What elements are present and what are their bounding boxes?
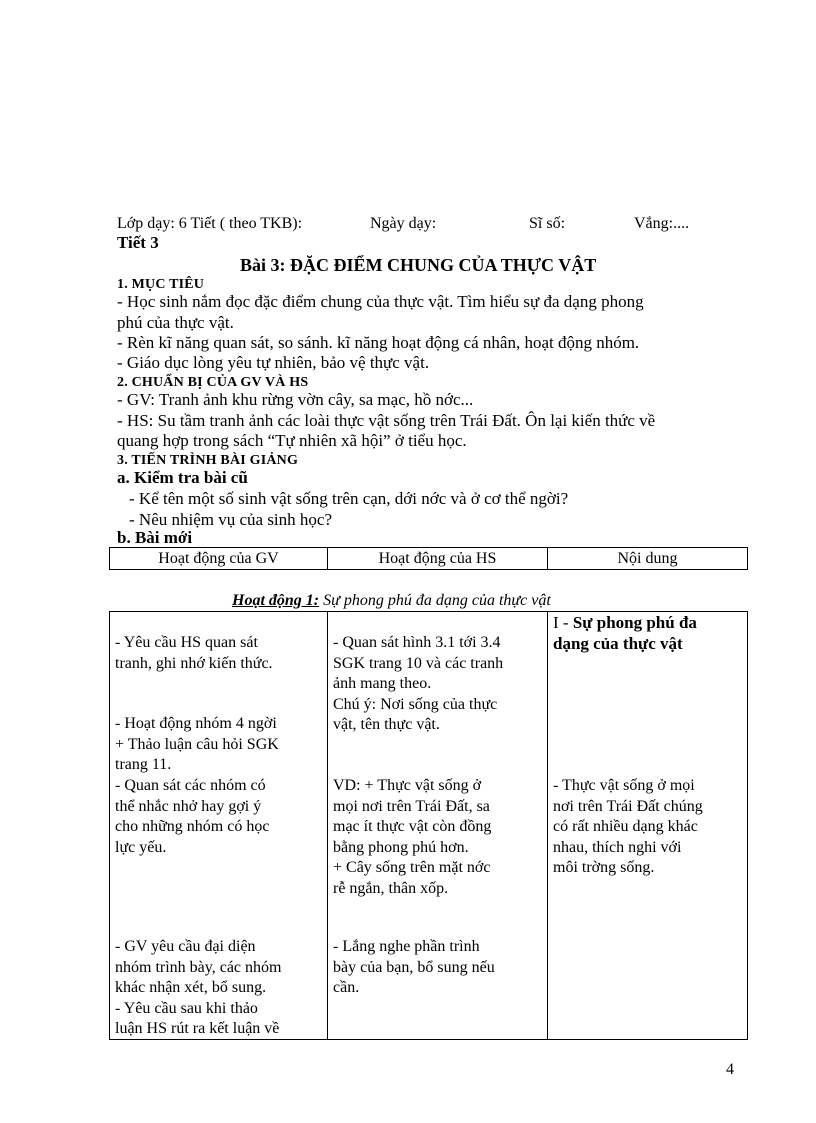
activity-name: Sự phong phú đa dạng của thực vật [319,592,551,609]
prep-line-1: - GV: Tranh ảnh khu rừng vờn cây, sa mạc, hồ nớc... [117,390,474,409]
hs-block-3 [333,937,541,999]
nd-b1-line-2: nơi trên Trái Đất chúng [553,797,703,815]
review-question-1: - Kể tên một số sinh vật sống trên cạn, dới nớc và ở cơ thể ngời? [129,489,569,508]
nd-b1-line-1: - Thực vật sống ở mọi [553,777,695,794]
header-hs: Hoạt động của HS [328,548,548,570]
gv-b2-line-2: + Thảo luận câu hỏi SGK [115,735,279,753]
lesson-name: ĐẶC ĐIỂM CHUNG CỦA THỰC VẬT [290,255,597,275]
hs-block-1 [333,633,541,736]
activity-table [109,611,748,1040]
new-lesson-heading: b. Bài mới [117,528,193,547]
period-label: Tiết 3 [117,233,159,252]
review-question-2: - Nêu nhiệm vụ của sinh học? [129,510,332,529]
hs-b1-line-2: SGK trang 10 và các tranh [333,654,504,672]
nd-b1-line-4: nhau, thích nghi với [553,838,682,856]
content-heading-prefix: I - [553,613,573,632]
gv-b4-line-1: - GV yêu cầu đại diện [115,938,256,955]
activity-title [232,591,551,611]
gv-block-1 [115,633,322,674]
hs-b1-line-4: Chú ý: Nơi sống của thực [333,695,498,713]
hs-b2-line-6: rễ ngắn, thân xốp. [333,879,449,897]
gv-b1-line-2: tranh, ghi nhớ kiến thức. [115,654,273,672]
objective-line-2: phú của thực vật. [117,313,234,332]
review-heading: a. Kiểm tra bài cũ [117,468,248,487]
hs-b2-line-4: bằng phong phú hơn. [333,838,469,856]
gv-block-4 [115,937,322,1040]
gv-b3-line-3: cho những nhóm có học [115,818,270,835]
date-label: Ngày dạy: [370,215,437,232]
gv-b3-line-2: thể nhắc nhở hay gợi ý [115,797,262,815]
prep-line-3: quang hợp trong sách “Tự nhiên xã hội” ở tiểu học. [117,431,467,450]
class-info: Lớp dạy: 6 Tiết ( theo TKB): [117,215,303,232]
hs-b1-line-3: ảnh mang theo. [333,675,432,692]
hs-b1-line-1: - Quan sát hình 3.1 tới 3.4 [333,634,501,651]
gv-block-3 [115,776,322,858]
objective-line-3: - Rèn kĩ năng quan sát, so sánh. kĩ năng hoạt động cá nhân, hoạt động nhóm. [117,333,640,352]
content-heading-line-2: dạng của thực vật [553,634,683,653]
hs-block-2 [333,776,541,899]
objective-line-4: - Giáo dục lòng yêu tự nhiên, bảo vệ thực vật. [117,353,430,372]
attendance-label: Sĩ số: [529,215,566,232]
column-divider-1 [327,612,328,1039]
gv-b4-line-5: luận HS rút ra kết luận về [115,1020,280,1037]
section-2-heading: 2. CHUẨN BỊ CỦA GV VÀ HS [117,375,309,390]
gv-b3-line-4: lực yếu. [115,838,167,856]
section-3-heading: 3. TIẾN TRÌNH BÀI GIẢNG [117,453,299,468]
content-block-1 [553,776,741,879]
gv-b4-line-4: - Yêu cầu sau khi thảo [115,999,258,1017]
prep-line-2: - HS: Su tầm tranh ảnh các loài thực vật sống trên Trái Đất. Ôn lại kiến thức về [117,411,656,430]
hs-b3-line-3: cần. [333,979,360,996]
hs-b1-line-5: vật, tên thực vật. [333,716,440,733]
header-content: Nội dung [548,548,748,570]
section-1-heading: 1. MỤC TIÊU [117,277,205,292]
absent-label: Vắng:.... [634,215,690,232]
column-divider-2 [547,612,548,1039]
hs-b3-line-2: bày của bạn, bổ sung nếu [333,958,495,976]
content-heading [553,612,743,654]
header-gv: Hoạt động của GV [110,548,328,570]
activity-header-table [109,547,748,570]
gv-b4-line-3: khác nhận xét, bổ sung. [115,979,267,996]
nd-b1-line-3: có rất nhiều dạng khác [553,818,698,835]
objective-line-1: - Học sinh nắm đọc đặc điểm chung của thực vật. Tìm hiểu sự đa dạng phong [117,292,644,311]
hs-b2-line-5: + Cây sống trên mặt nớc [333,859,491,876]
nd-b1-line-5: môi trờng sống. [553,859,655,876]
hs-b2-line-3: mạc ít thực vật còn đồng [333,818,492,835]
hs-b3-line-1: - Lắng nghe phần trình [333,938,480,955]
hs-b2-line-2: mọi nơi trên Trái Đất, sa [333,797,490,815]
page-number: 4 [726,1061,734,1078]
gv-b1-line-1: - Yêu cầu HS quan sát [115,634,258,651]
gv-b3-line-1: - Quan sát các nhóm có [115,777,266,794]
hs-b2-line-1: VD: + Thực vật sống ở [333,777,482,794]
lesson-title [240,254,596,276]
activity-label: Hoạt động 1: [232,592,320,609]
lesson-prefix: Bài 3: [240,255,286,275]
gv-block-2 [115,714,322,776]
content-heading-line-1: Sự phong phú đa [572,613,697,632]
gv-b4-line-2: nhóm trình bày, các nhóm [115,958,282,976]
gv-b2-line-3: trang 11. [115,756,172,773]
gv-b2-line-1: - Hoạt động nhóm 4 ngời [115,715,277,732]
